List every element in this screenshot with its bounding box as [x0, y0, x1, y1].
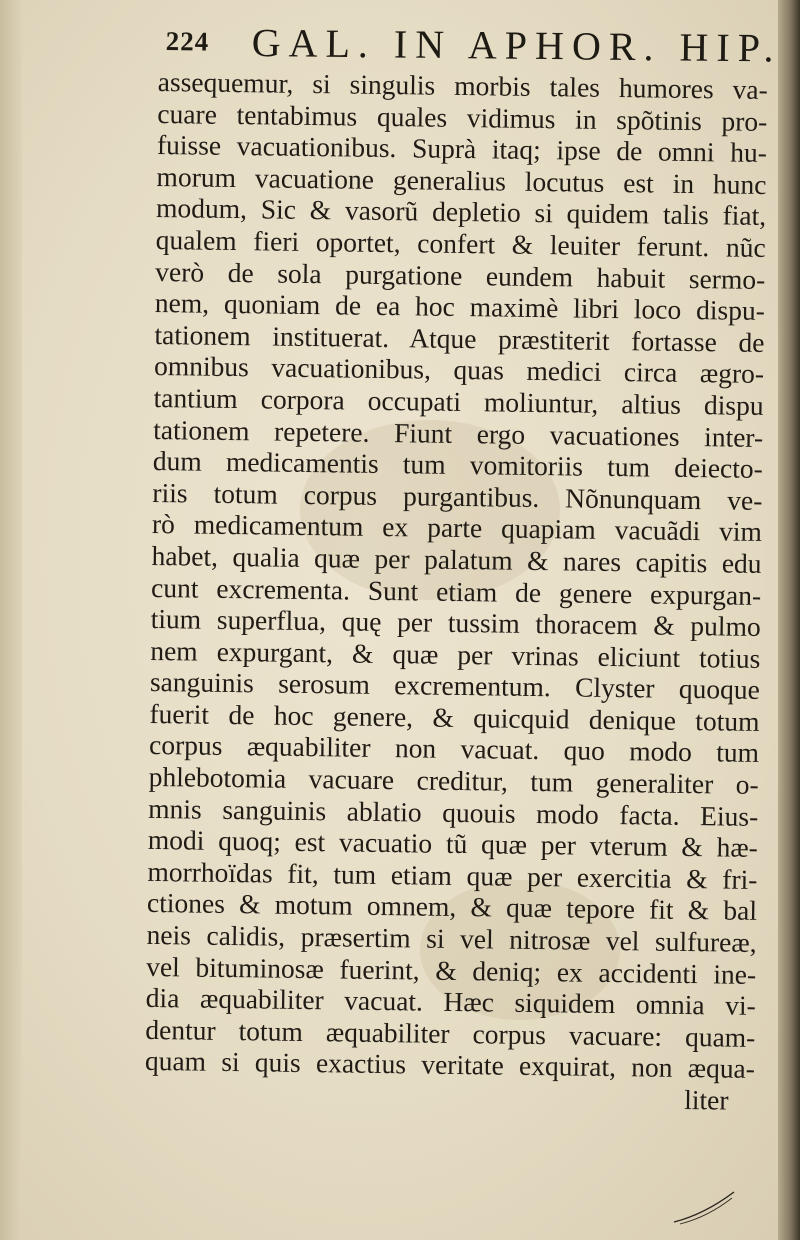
- ink-flourish-icon: [670, 1188, 740, 1228]
- text-line: dia æquabiliter vacuat. Hæc siquidem omnia vi-: [145, 982, 756, 1022]
- text-line: rò medicamentum ex parte quapiam vacuãdi vim: [151, 508, 763, 548]
- text-line: ctiones & motum omnem, & quæ tepore fit & bal: [146, 887, 758, 927]
- text-line: sanguinis serosum excrementum. Clyster quoque: [149, 666, 761, 706]
- text-line: fuisse vacuationibus. Suprà itaq; ipse de omni hu-: [156, 129, 768, 169]
- text-line: neis calidis, præsertim si vel nitrosæ vel sulfureæ,: [146, 918, 757, 958]
- text-line: riis totum corpus purgantibus. Nõnunquam ve-: [152, 476, 763, 516]
- text-line: corpus æquabiliter non vacuat. quo modo tum: [148, 729, 760, 769]
- running-head: GAL. IN APHOR. HIP.: [251, 19, 782, 71]
- page-header: [160, 18, 782, 71]
- text-line: tium superflua, quę per tussim thoracem & pulmo: [150, 603, 761, 643]
- text-line: vel bituminosæ fuerint, & deniq; ex accidenti ine-: [146, 950, 757, 990]
- text-line: verò de sola purgatione eundem habuit sermo-: [155, 255, 766, 295]
- text-line: assequemur, si singulis morbis tales humores va-: [157, 66, 768, 105]
- text-line: dentur totum æquabiliter corpus vacuare: quam-: [145, 1013, 756, 1053]
- text-line: cunt excrementa. Sunt etiam de genere expurgan-: [150, 571, 762, 611]
- catchword: liter: [684, 1083, 729, 1116]
- page-edge-shadow: [778, 0, 800, 1240]
- text-line: habet, qualia quæ per palatum & nares capitis edu: [151, 539, 762, 579]
- body-text: [144, 66, 768, 1116]
- text-line: dum medicamentis tum vomitoriis tum deiecto-: [152, 445, 763, 485]
- text-line: cuare tentabimus quales vidimus in spõtinis pro-: [157, 97, 768, 137]
- text-line: morum vacuatione generalius locutus est in hunc: [156, 160, 767, 200]
- page-number: 224: [165, 26, 210, 57]
- text-line: nem expurgant, & quæ per vrinas eliciunt totius: [150, 634, 761, 674]
- text-line: nem, quoniam de ea hoc maximè libri loco dispu-: [154, 287, 766, 327]
- text-line: fuerit de hoc genere, & quicquid denique totum: [149, 697, 760, 737]
- text-line: modi quoq; est vacuatio tũ quæ per vterum & hæ-: [147, 824, 759, 864]
- text-line: qualem fieri oportet, confert & leuiter ferunt. nũc: [155, 223, 766, 263]
- text-line: omnibus vacuationibus, quas medici circa ægro-: [153, 350, 765, 390]
- text-line: phlebotomia vacuare creditur, tum generaliter o-: [148, 761, 759, 800]
- text-line: tantium corpora occupati moliuntur, altius dispu: [153, 381, 764, 421]
- page-gutter: [0, 0, 22, 1240]
- text-line: tationem repetere. Fiunt ergo vacuationes inter-: [153, 413, 764, 453]
- text-line: morrhoïdas fit, tum etiam quæ per exercitia & fri-: [147, 855, 758, 895]
- text-line: tationem instituerat. Atque præstiterit fortasse de: [154, 318, 765, 358]
- text-line: modum, Sic & vasorũ depletio si quidem talis fiat,: [155, 192, 767, 232]
- text-line: quam si quis exactius veritate exquirat, non æqua-: [144, 1045, 756, 1085]
- text-line: mnis sanguinis ablatio quouis modo facta. Eius-: [148, 792, 759, 832]
